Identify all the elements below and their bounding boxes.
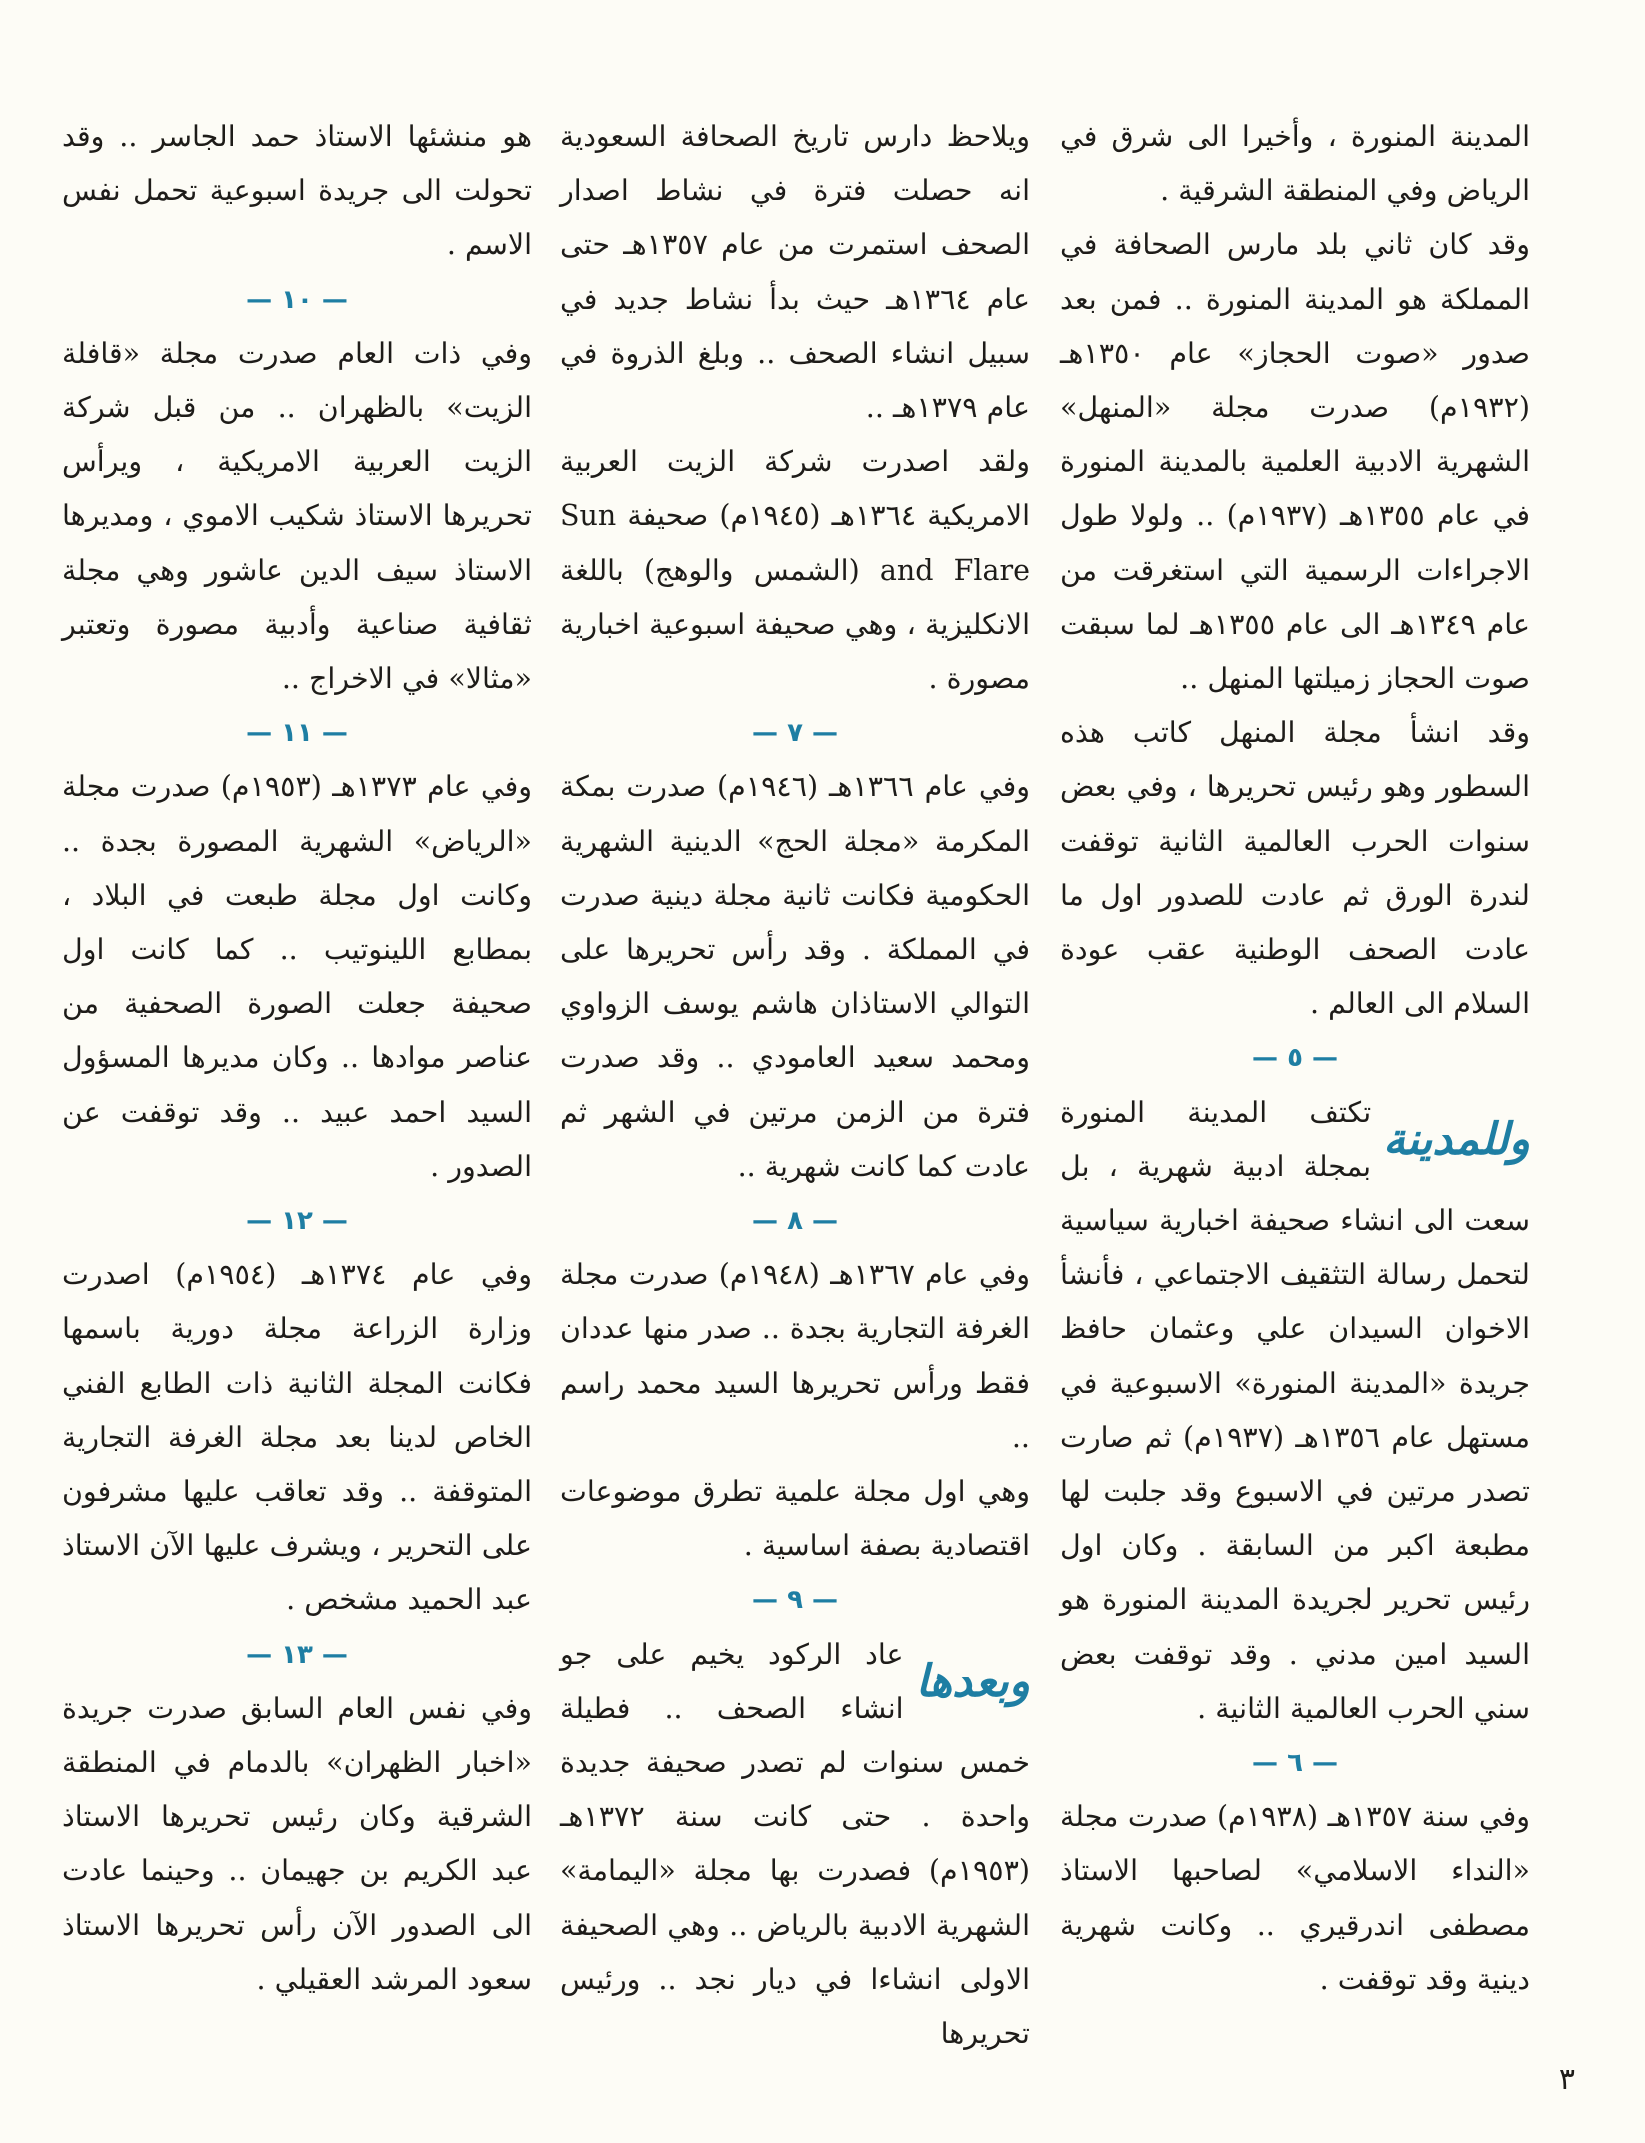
paragraph: وفي عام ١٣٧٣هـ (١٩٥٣م) صدرت مجلة «الرياض» الشهرية المصورة بجدة .. وكانت اول مجلة طبعت في البلاد ، بمطابع اللينوتيب .. كما كانت اول صحيفة جعلت الصورة الصحفية من عناصر موادها .. وكان مديرها المسؤول السيد احمد عبيد .. وقد توقفت عن الصدور .	[62, 770, 532, 1183]
paragraph: هو منشئها الاستاذ حمد الجاسر .. وقد تحولت الى جريدة اسبوعية تحمل نفس الاسم .	[62, 120, 532, 262]
decorative-initial-word: وبعدها	[915, 1655, 1030, 1707]
section-number: — ٦ —	[1252, 1748, 1338, 1779]
section-number: — ٥ —	[1252, 1043, 1338, 1074]
section-number: — ٩ —	[752, 1585, 838, 1616]
paragraph: تكتف المدينة المنورة بمجلة ادبية شهرية ، بل سعت الى انشاء صحيفة اخبارية سياسية لتحمل رسالة التثقيف الاجتماعي ، فأنشأ الاخوان السيدان علي وعثمان حافظ جريدة «المدينة المنورة» الاسبوعية في مستهل عام ١٣٥٦هـ (١٩٣٧م) ثم صارت تصدر مرتين في الاسبوع وقد جلبت لها مطبعة اكبر من السابقة . وكان اول رئيس تحرير لجريدة المدينة المنورة هو السيد امين مدني . وقد توقفت بعض سني الحرب العالمية الثانية .	[1060, 1095, 1531, 1725]
section-number: — ٨ —	[752, 1206, 838, 1237]
paragraph: وفي عام ١٣٧٤هـ (١٩٥٤م) اصدرت وزارة الزراعة مجلة دورية باسمها فكانت المجلة الثانية ذات الطابع الفني الخاص لدينا بعد مجلة الغرفة التجارية المتوقفة .. وقد تعاقب عليها مشرفون على التحرير ، ويشرف عليها الآن الاستاذ عبد الحميد مشخص .	[62, 1258, 532, 1617]
decorative-initial-word: وللمدينة	[1383, 1113, 1530, 1165]
paragraph-text: (الشمس والوهج) باللغة الانكليزية ، وهي صحيفة اسبوعية اخبارية مصورة .	[560, 553, 1030, 696]
paragraph: وفي عام ١٣٦٧هـ (١٩٤٨م) صدرت مجلة الغرفة التجارية بجدة .. صدر منها عددان فقط ورأس تحريرها السيد محمد راسم ..	[560, 1258, 1030, 1454]
paragraph-text: ولقد اصدرت شركة الزيت العربية الامريكية ١٣٦٤هـ (١٩٤٥م) صحيفة	[560, 445, 1031, 533]
section-9-block	[560, 1628, 1030, 2062]
column-middle	[560, 110, 1030, 2061]
section-number: — ١٣ —	[246, 1639, 348, 1670]
paragraph: المدينة المنورة ، وأخيرا الى شرق في الرياض وفي المنطقة الشرقية .	[1060, 120, 1530, 208]
paragraph: وهي اول مجلة علمية تطرق موضوعات اقتصادية بصفة اساسية .	[560, 1475, 1030, 1563]
paragraph	[560, 435, 1030, 706]
paragraph: وفي عام ١٣٦٦هـ (١٩٤٦م) صدرت بمكة المكرمة «مجلة الحج» الدينية الشهرية الحكومية فكانت ثانية مجلة دينية صدرت في المملكة . وقد رأس تحريرها على التوالي الاستاذان هاشم يوسف الزواوي ومحمد سعيد العامودي .. وقد صدرت فترة من الزمن مرتين في الشهر ثم عادت كما كانت شهرية ..	[560, 770, 1030, 1183]
paragraph: وقد كان ثاني بلد مارس الصحافة في المملكة هو المدينة المنورة .. فمن بعد صدور «صوت الحجاز» عام ١٣٥٠هـ (١٩٣٢م) صدرت مجلة «المنهل» الشهرية الادبية العلمية بالمدينة المنورة في عام ١٣٥٥هـ (١٩٣٧م) .. ولولا طول الاجراءات الرسمية التي استغرقت من عام ١٣٤٩هـ الى عام ١٣٥٥هـ لما سبقت صوت الحجاز زميلتها المنهل ..	[1060, 228, 1530, 696]
column-left	[62, 110, 532, 2007]
paragraph: وفي ذات العام صدرت مجلة «قافلة الزيت» بالظهران .. من قبل شركة الزيت العربية الامريكية ، ويرأس تحريرها الاستاذ شكيب الاموي ، ومديرها الاستاذ سيف الدين عاشور وهي مجلة ثقافية صناعية وأدبية مصورة وتعتبر «مثالا» في الاخراج ..	[62, 336, 532, 696]
section-number: — ١١ —	[246, 718, 348, 749]
page-number: ٣	[1558, 2062, 1575, 2097]
paragraph: وفي سنة ١٣٥٧هـ (١٩٣٨م) صدرت مجلة «النداء الاسلامي» لصاحبها الاستاذ مصطفى اندرقيري .. وكانت شهرية دينية وقد توقفت .	[1060, 1800, 1531, 1996]
section-5-block	[1060, 1086, 1530, 1736]
latin-title: Sun and Flare	[560, 499, 1030, 587]
section-number: — ١٠ —	[246, 284, 348, 315]
paragraph: ويلاحظ دارس تاريخ الصحافة السعودية انه حصلت فترة في نشاط اصدار الصحف استمرت من عام ١٣٥٧هـ حتى عام ١٣٦٤هـ حيث بدأ نشاط جديد في سبيل انشاء الصحف .. وبلغ الذروة في عام ١٣٧٩هـ ..	[560, 120, 1030, 425]
section-number: — ٧ —	[752, 718, 838, 749]
section-number: — ١٢ —	[246, 1206, 348, 1237]
column-right	[1060, 110, 1530, 2007]
paragraph: وفي نفس العام السابق صدرت جريدة «اخبار الظهران» بالدمام في المنطقة الشرقية وكان رئيس تحريرها الاستاذ عبد الكريم بن جهيمان .. وحينما عادت الى الصدور الآن رأس تحريرها الاستاذ سعود المرشد العقيلي .	[62, 1691, 532, 1996]
paragraph: وقد انشأ مجلة المنهل كاتب هذه السطور وهو رئيس تحريرها ، وفي بعض سنوات الحرب العالمية الثانية توقفت لندرة الورق ثم عادت للصدور اول ما عادت الصحف الوطنية عقب عودة السلام الى العالم .	[1060, 716, 1530, 1021]
paragraph: عاد الركود يخيم على جو انشاء الصحف .. فطيلة خمس سنوات لم تصدر صحيفة جديدة واحدة . حتى كانت سنة ١٣٧٢هـ (١٩٥٣م) فصدرت بها مجلة «اليمامة» الشهرية الادبية بالرياض .. وهي الصحيفة الاولى انشاءا في ديار نجد .. ورئيس تحريرها	[560, 1637, 1030, 2051]
